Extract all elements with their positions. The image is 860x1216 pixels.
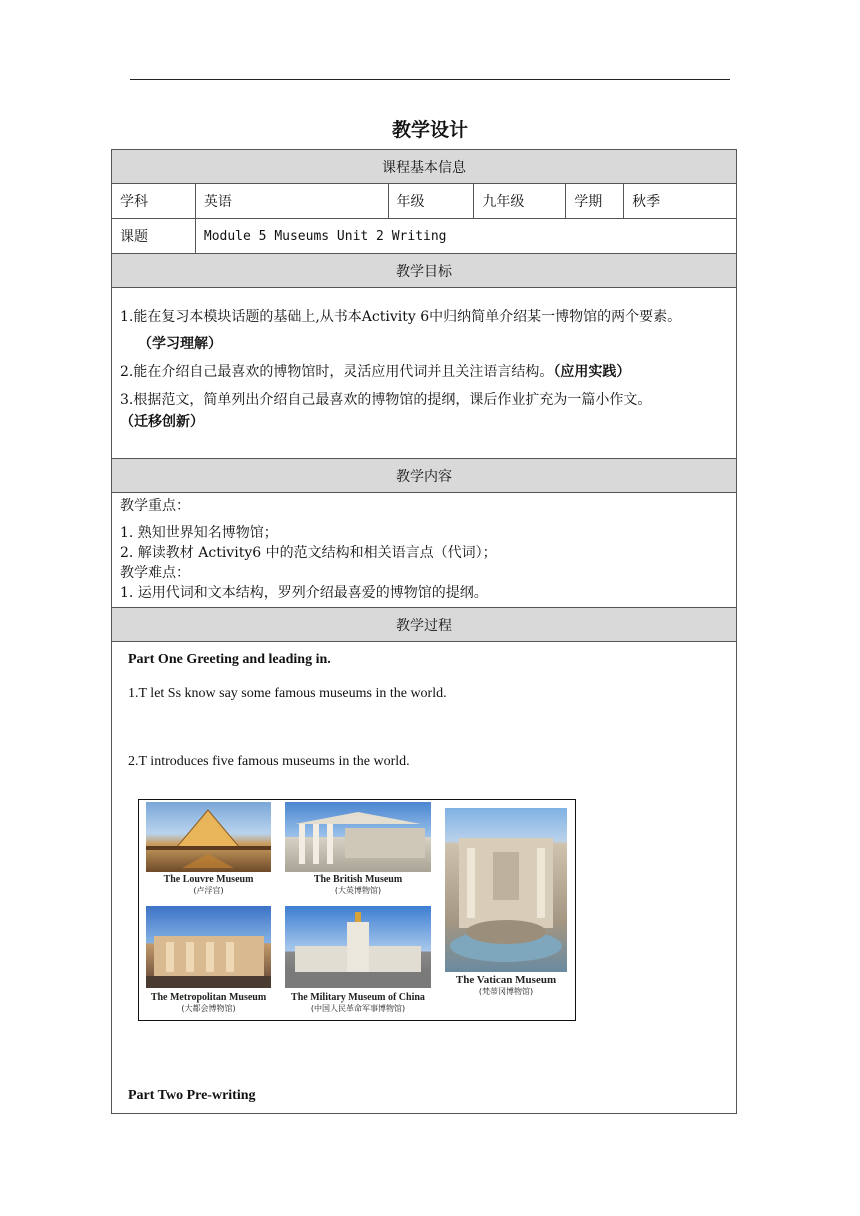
subject-value: 英语 [195,184,388,219]
key-points-label: 教学重点： [120,498,190,515]
section-goals [112,254,737,288]
military-museum-caption: The Military Museum of China (中国人民革命军事博物馆) [291,992,425,1013]
part-two-heading: Part Two Pre-writing [128,1088,256,1103]
document-title: 教学设计 [391,119,468,141]
vatican-caption: The Vatican Museum (梵蒂冈博物馆) [455,974,557,996]
metropolitan-photo [146,906,271,988]
louvre-caption: The Louvre Museum (卢浮宫) [163,874,254,895]
fountain-icon [445,808,567,972]
metropolitan-caption: The Metropolitan Museum (大都会博物馆) [150,992,267,1013]
museums-image [138,799,576,1021]
term-label: 学期 [566,184,624,219]
military-museum-photo [285,906,431,988]
header-rule [130,79,730,80]
difficulty-1: 1. 运用代词和文本结构，罗列介绍最喜爱的博物馆的提纲。 [120,585,488,602]
goal-2-tag: （应用实践） [553,364,631,381]
step-2: 2.T introduces five famous museums in the world. [128,754,410,769]
step-1: 1.T let Ss know say some famous museums in the world. [128,686,447,701]
goal-1-tag: （学习理解） [138,336,222,353]
goals-row [112,288,737,459]
topic-value: Module 5 Museums Unit 2 Writing [195,219,736,254]
columns-icon [285,802,431,872]
section-basic-info [112,150,737,184]
section-title: 课程基本信息 [112,150,737,184]
key-point-1: 1. 熟知世界知名博物馆； [120,524,278,541]
difficulty-label: 教学难点： [120,565,190,582]
goal-3-tag: （迁移创新） [120,413,204,430]
topic-row [112,219,737,254]
louvre-photo [146,802,271,872]
goal-1: 1.能在复习本模块话题的基础上,从书本Activity 6中归纳简单介绍某一博物馆的两个要素。 [120,308,682,325]
goal-2: 2.能在介绍自己最喜欢的博物馆时，灵活应用代词并且关注语言结构。（应用实践） [120,364,631,381]
term-value: 秋季 [624,184,737,219]
building-icon [146,906,271,988]
grade-value: 九年级 [474,184,566,219]
pyramid-icon [146,802,271,872]
content-row [112,493,737,608]
lesson-plan-table [111,149,737,1114]
section-title: 教学目标 [112,254,737,288]
british-museum-photo [285,802,431,872]
part-one-heading: Part One Greeting and leading in. [128,652,331,667]
british-museum-caption: The British Museum (大英博物馆) [313,874,403,895]
section-process [112,608,737,642]
process-row [112,642,737,1114]
section-content [112,459,737,493]
topic-label: 课题 [112,219,196,254]
section-title: 教学内容 [112,459,737,493]
section-title: 教学过程 [112,608,737,642]
tower-icon [285,906,431,988]
info-row [112,184,737,219]
grade-label: 年级 [388,184,474,219]
goal-3: 3.根据范文，简单列出介绍自己最喜欢的博物馆的提纲，课后作业扩充为一篇小作文。（迁移创新） [120,391,652,430]
subject-label: 学科 [112,184,196,219]
vatican-photo [445,808,567,972]
key-point-2: 2. 解读教材 Activity6 中的范文结构和相关语言点（代词）； [120,544,497,561]
